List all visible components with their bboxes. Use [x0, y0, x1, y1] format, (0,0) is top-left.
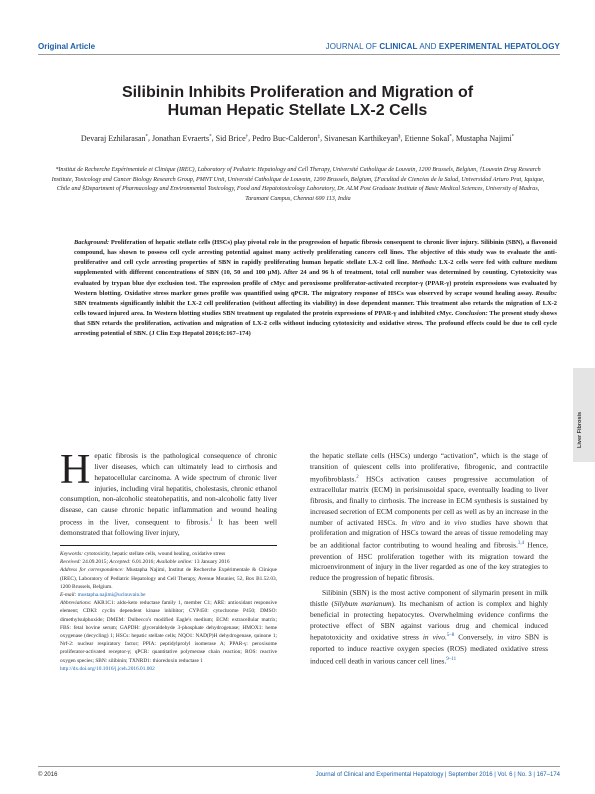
footnotes: Keywords: cytotoxicity, hepatic stellate cells, wound healing, oxidative stress Received: 24.09.2015; Accepted: 6.01.2016; Available online: 13 January 2016 Address for correspondence: Mustapha Najimi, Institut de Recherche Expérimentale & Clinique (IREC), Laboratory of Pediatric Hepatology and Cell Therapy, Avenue Mounier, 52, Box B1.52.03, 1200 Brussels, Belgium. E-mail: mustapha.najimi@uclouvain.be Abbreviations: AKR1C1: aldo-keto reductase family 1, member C1; ARE: antioxidant responsive element; CDKI: cyclin dependent kinase inhibitor; CYP450: cytochrome P450; DMSO: dimethylsulphoxide; DMEM: Dulbecco's modified Eagle's medium; ECM: extracellular matrix; FBS: fetal bovine serum; GAPDH: glyceraldehyde 3-phosphate dehydrogenase; HMOX1: heme oxygenase (decycling) 1; HSCs: hepatic stellate cells; NQO1: NAD(P)H dehydrogenase, quinone 1; Nrf-2: nuclear respiratory factor; PPIA: peptidylprolyl isomerase A; PPAR-γ: peroxisome proliferator-activated receptor-γ; qPCR: quantitative polymerase chain reaction; ROS: reactive oxygen species; SBN: silibinin; TXNRD1: thioredoxin reductase 1 http://dx.doi.org/10.1016/j.jceh.2016.01.002 [60, 551, 277, 672]
author-name: Sivanesan Karthikeyan§ [324, 133, 401, 143]
footer-rule [38, 766, 560, 767]
author-name: Sid Brice† [215, 133, 249, 143]
author-name: Etienne Sokal* [404, 133, 452, 143]
author-affiliation-mark: * [449, 134, 452, 139]
body-left-column: Hepatic fibrosis is the pathological consequence of chronic liver diseases, which can ultimately lead to cirrhosis and hepatocellular carcinoma. A wide spectrum of chronic liver injuries, including viral hepatitis, cholestasis, chronic ethanol consumption, non-alcoholic steatohepatitis, and non-alcoholic fatty liver disease, can cause chronic hepatic inflammation and wound healing process in the liver, consequent to fibrosis.$^1$ It has been well demonstrated that following liver injury, [60, 447, 277, 538]
abstract-citation: (J Clin Exp Hepatol 2016;6:167–174) [149, 330, 251, 338]
footer-journal: Journal of Clinical and Experimental Hepatology | September 2016 | Vol. 6 | No. 3 | 167–174 [315, 772, 560, 778]
author-affiliation-mark: * [209, 134, 212, 139]
header-rule [38, 54, 560, 55]
body-right-column [310, 451, 548, 667]
paragraph-2: Silibinin (SBN) is the most active component of silymarin present in milk thistle (Silybum marianum). Its mechanism of action is complex and highly beneficial in protecting hepatocytes. Overwhelming evidence confirms the protective effect of SBN against various drug and chemical induced hepatotoxicity and oxidative stress in vivo.$^{5-8}$ Conversely, in vitro SBN is reported to induce reactive oxygen species (ROS) mediated oxidative stress induced cell death in various cancer cell lines.$^{9-11}$ [310, 588, 549, 666]
author-name: Jonathan Evraerts* [152, 133, 212, 143]
copyright: © 2016 [38, 772, 58, 778]
author-name: Mustapha Najimi* [455, 133, 515, 143]
article-title: Silibinin Inhibits Proliferation and Migration of Human Hepatic Stellate LX-2 Cells [121, 84, 474, 119]
author-affiliation-mark: * [511, 134, 515, 139]
affiliations: *Institut de Recherche Expérimentale et Clinique (IREC), Laboratory of Pediatric Hepatology and Cell Therapy, Université Catholique de Louvain, 1200 Brussels, Belgium, †Louvain Drug Research Institute, Toxicology and Cancer Biology Research Group, PMNT Unit, Université Catholique de Louvain, 1200 Brussels, Belgium, ‡Facultad de Ciencias de la Salud, Universidad Arturo Prat, Iquique, Chile and §Department of Pharmacology and Environmental Toxicology, Food and Hepatotoxicology Laboratory, Dr. ALM Post Graduate Institute of Basic Medical Sciences, University of Madras, Taramani Campus, Chennai 600 113, India [51, 167, 545, 202]
author-list: Devaraj Ezhilarasan*, Jonathan Evraerts*, Sid Brice†, Pedro Buc-Calderon‡, Sivanesan Karthikeyan§, Etienne Sokal*, Mustapha Najimi* [80, 133, 515, 143]
author-affiliation-mark: † [245, 134, 249, 139]
author-affiliation-mark: § [398, 134, 401, 139]
section-side-tab: Liver Fibrosis [573, 368, 595, 462]
doi-link[interactable]: http://dx.doi.org/10.1016/j.jceh.2016.01.002 [60, 665, 155, 672]
author-name: Pedro Buc-Calderon‡ [252, 133, 321, 143]
drop-cap: H [60, 447, 91, 493]
author-name: Devaraj Ezhilarasan* [80, 133, 149, 143]
footnote-rule [60, 545, 277, 546]
author-affiliation-mark: ‡ [317, 134, 321, 139]
email-link[interactable]: mustapha.najimi@uclouvain.be [76, 592, 146, 599]
journal-name: JOURNAL OF CLINICAL AND EXPERIMENTAL HEPATOLOGY [325, 42, 560, 51]
article-type: Original Article [38, 42, 96, 51]
paragraph-1: the hepatic stellate cells (HSCs) undergo “activation”, which is the stage of transition of quiescent cells into proliferative, fibrogenic, and contractile myofibroblasts.$^2$ HSCs activation causes progressive accumulation of extracellular matrix (ECM) in perisinusoidal space, eventually leading to liver fibrosis, and finally to cirrhosis. The increase in ECM synthesis is sustained by increased secretion of ECM components per cell as well as by an increase in the number of activated HSCs. In vitro and in vivo studies have shown that proliferation and migration of HSCs toward the areas of tissue remodeling may be an additional factor contributing to wound healing and fibrosis.$^{3,4}$ Hence, prevention of HSC proliferation together with its migration toward the microenvironment of injury in the liver regarded as one of the key strategies to reduce the progression of hepatic fibrosis. [310, 451, 548, 583]
author-affiliation-mark: * [145, 134, 149, 139]
abstract: Background: Proliferation of hepatic stellate cells (HSCs) play pivotal role in the progression of hepatic fibrosis consequent to chronic liver injury. Silibinin (SBN), a flavonoid compound, has shown to possess cell cycle arresting potential against many actively proliferating cancers cell lines. The objective of this study was to evaluate the anti-proliferative and cell cycle arresting properties of SBN in rapidly proliferating human hepatic stellate LX-2 cell line. Methods: LX-2 cells were fed with culture medium supplemented with different concentrations of SBN (10, 50 and 100 μM). After 24 and 96 h of treatment, total cell number was determined by counting. Cytotoxicity was evaluated by trypan blue dye exclusion test. The expression profile of cMyc and peroxisome proliferator-activated receptor-γ (PPAR-γ) protein expressions was evaluated by Western blotting. Oxidative stress marker genes profile was quantified using qPCR. The migratory response of HSCs was observed by scrape wound healing assay. Results: SBN treatments significantly inhibit the LX-2 cell proliferation (without affecting its viability) in dose dependent manner. This treatment also retards the migration of LX-2 cells toward injured area. In Western blotting studies SBN treatment up regulated the protein expressions of PPAR-γ and inhibited cMyc. Conclusion: The present study shows that SBN retards the proliferation, activation and migration of LX-2 cells without inducing cytotoxicity and oxidative stress. The profound effects could be due to cell cycle arresting potential of SBN. (J Clin Exp Hepatol 2016;6:167–174) [74, 239, 558, 338]
